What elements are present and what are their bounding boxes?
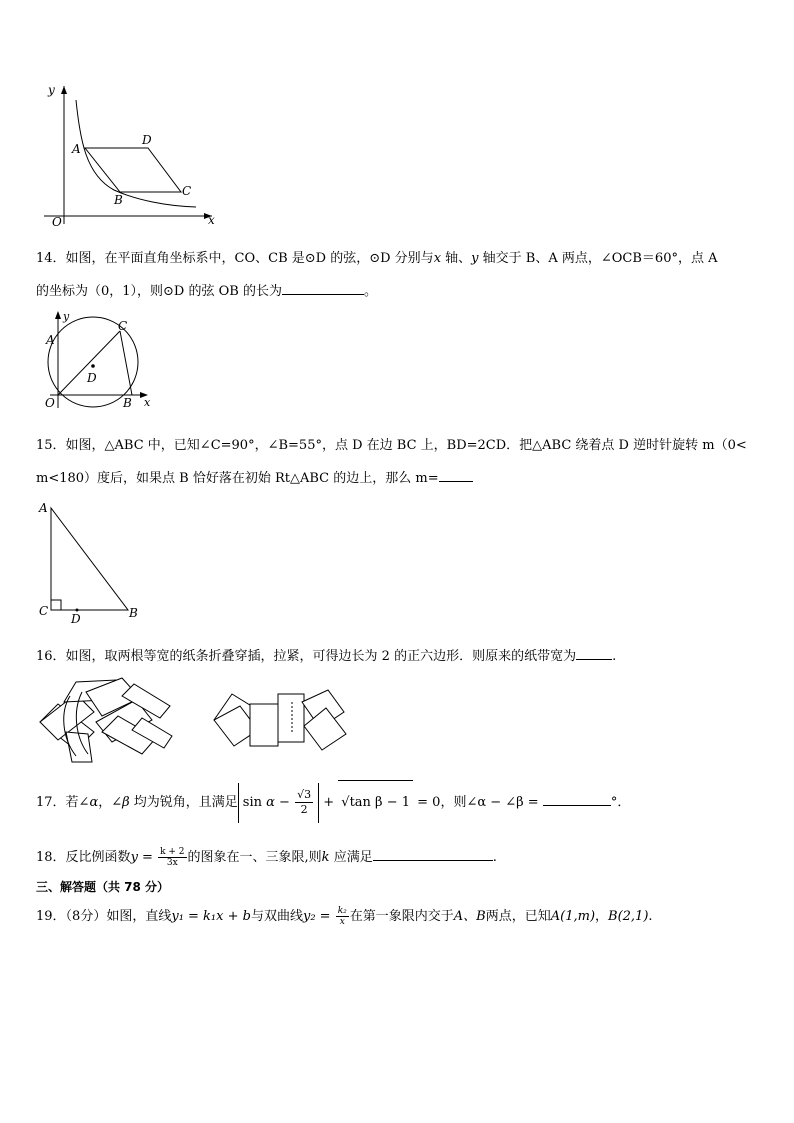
q18-y-eq: y = — [130, 850, 158, 865]
label-d: D — [87, 371, 97, 385]
q19-text-b: 与双曲线 — [250, 909, 303, 924]
right-angle-mark — [51, 600, 61, 610]
woven-strips-left — [40, 678, 172, 762]
q14-y-var: y — [471, 251, 479, 266]
q19-line — [36, 904, 653, 930]
y-axis-arrow — [61, 86, 67, 94]
q16-answer-blank[interactable] — [576, 646, 612, 660]
chord-cb — [120, 331, 132, 395]
q19-points: A、B — [453, 909, 486, 924]
q17-plus: + — [319, 795, 339, 810]
label-a: A — [72, 142, 81, 156]
hyperbola-curve — [76, 100, 196, 207]
center-d — [91, 364, 95, 368]
q18-number: 18． — [36, 850, 66, 865]
q15-text-line1: 如图，△ABC 中，已知∠C=90°，∠B=55°，点 D 在边 BC 上，BD=2CD．把△ABC 绕着点 D 逆时针旋转 m（0< — [65, 438, 747, 453]
q16-number: 16． — [36, 649, 66, 664]
q19-text-c: 在第一象限内交于 — [349, 909, 454, 924]
q19-y2: y₂ = — [302, 909, 335, 924]
label-b: B — [114, 193, 123, 207]
figure-q15-triangle — [36, 498, 156, 624]
q17-eq-zero: = 0 — [413, 795, 441, 810]
q14-end: 。 — [363, 284, 377, 299]
q17-line — [36, 780, 630, 824]
q19-fraction — [336, 906, 349, 927]
q17-frac-den: 2 — [300, 802, 308, 816]
triangle-abc — [51, 508, 128, 610]
q14-number: 14． — [36, 251, 66, 266]
label-c: C — [39, 604, 49, 618]
q17-end: °． — [610, 795, 631, 810]
label-o: O — [52, 215, 62, 229]
q17-text-b: ，∠ — [98, 795, 123, 810]
q17-text-c: 均为锐角，且满足 — [129, 795, 238, 810]
q17-abs-expression — [238, 783, 319, 823]
q19-comma: ， — [595, 909, 609, 924]
q17-alpha: α — [89, 795, 99, 810]
q16-text: 如图，取两根等宽的纸条折叠穿插，拉紧，可得边长为 2 的正六边形．则原来的纸带宽为 — [65, 649, 577, 664]
q17-fraction — [295, 788, 313, 817]
label-x: x — [144, 396, 151, 409]
q15-number: 15． — [36, 438, 66, 453]
label-y: y — [63, 310, 70, 323]
label-d: D — [71, 612, 81, 624]
q18-end: . — [492, 850, 497, 865]
q17-number: 17． — [36, 795, 66, 810]
figure-q16-paper-strips — [36, 672, 356, 768]
q17-alpha-2: α — [266, 794, 275, 810]
q14-answer-blank[interactable] — [282, 281, 364, 295]
q15-text-line2: m<180）度后，如果点 B 恰好落在初始 Rt△ABC 的边上，那么 m= — [36, 471, 439, 486]
q18-text-b: 的图象在一、三象限,则 — [187, 850, 322, 865]
q14-text-c: 轴交于 B、A 两点，∠OCB＝60°，点 A — [478, 251, 718, 266]
q17-answer-blank[interactable] — [543, 792, 611, 806]
figure-q13-hyperbola-parallelogram — [36, 80, 226, 230]
q14-line2 — [36, 281, 377, 301]
q16-end: . — [612, 649, 617, 664]
q19-line-equation: y₁ = k₁x + b — [171, 909, 251, 924]
label-b: B — [123, 396, 132, 410]
q19-number: 19． — [36, 909, 66, 924]
q17-sqrt-tan: √tan β − 1 — [338, 780, 413, 825]
q19-end: . — [648, 909, 653, 924]
label-c: C — [118, 319, 128, 333]
q16-line — [36, 646, 616, 666]
label-x: x — [208, 213, 215, 227]
parallelogram-abcd — [85, 148, 181, 192]
q14-text-b: 轴、 — [441, 251, 472, 266]
q17-text-a: 若∠ — [65, 795, 90, 810]
q18-fraction — [158, 847, 186, 868]
q14-text-a: 如图，在平面直角坐标系中，CO、CB 是⊙D 的弦，⊙D 分别与 — [65, 251, 434, 266]
q17-frac-num: √3 — [297, 787, 312, 801]
q19-point-a: A(1,m) — [550, 909, 596, 924]
q17-minus: − — [274, 794, 295, 810]
label-d: D — [142, 133, 152, 147]
q19-point-b: B(2,1) — [608, 909, 649, 924]
q18-answer-blank[interactable] — [373, 847, 493, 861]
q19-frac-num: k₂ — [337, 906, 347, 916]
q14-x-var: x — [433, 251, 442, 266]
q18-text-a: 反比例函数 — [65, 850, 131, 865]
q18-frac-den: 3x — [166, 858, 178, 868]
q14-text-line2: 的坐标为（0，1），则⊙D 的弦 OB 的长为 — [36, 284, 282, 299]
q18-k: k — [321, 850, 330, 865]
q17-text-d: ，则∠α − ∠β = — [440, 795, 543, 810]
q19-score: （8分） — [65, 909, 107, 924]
q18-line — [36, 846, 497, 870]
q14-line1 — [36, 250, 717, 268]
q15-line2 — [36, 468, 473, 488]
label-a: A — [46, 333, 55, 347]
label-b: B — [129, 606, 138, 620]
label-a: A — [39, 501, 48, 515]
q15-answer-blank[interactable] — [439, 468, 473, 482]
q18-text-c: 应满足 — [329, 850, 373, 865]
q17-sin: sin — [242, 794, 267, 810]
q19-text-d: 两点，已知 — [485, 909, 551, 924]
y-axis-arrow — [55, 311, 61, 319]
q19-text-a: 如图，直线 — [106, 909, 172, 924]
label-y: y — [48, 83, 55, 97]
q17-beta: β — [122, 795, 130, 810]
chord-oc — [58, 331, 120, 395]
section-3-title: 三、解答题（共 78 分） — [36, 880, 170, 894]
q18-frac-num: k + 2 — [160, 847, 185, 857]
q19-frac-den: x — [339, 917, 345, 927]
label-c: C — [182, 184, 192, 198]
q15-line1 — [36, 437, 747, 455]
figure-q14-circle — [36, 308, 166, 414]
hexagon-knot-right — [214, 690, 346, 750]
label-o: O — [45, 396, 55, 410]
